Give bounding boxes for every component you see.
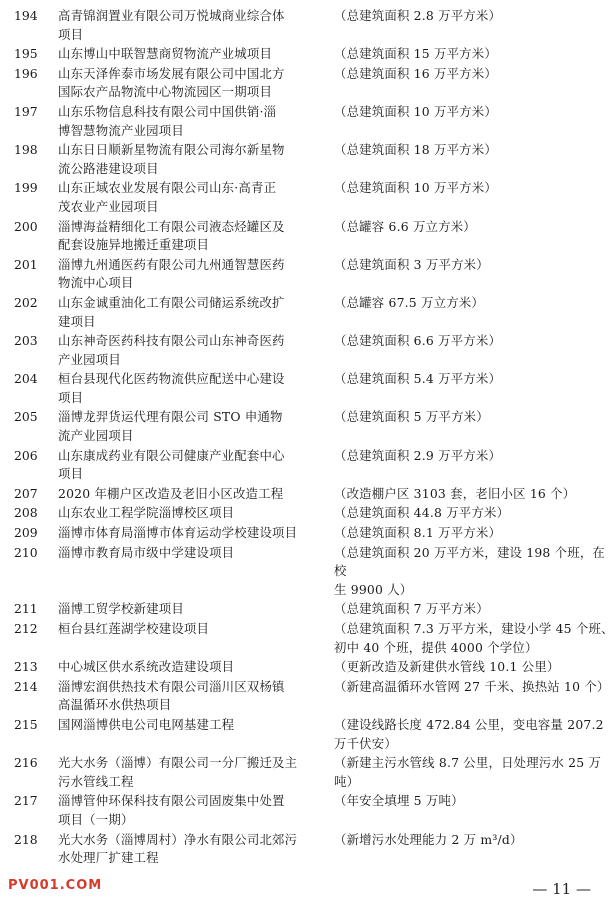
project-row xyxy=(14,408,615,445)
project-name: 山东康成药业有限公司健康产业配套中心 项目 xyxy=(58,447,285,482)
project-name: 国网淄博供电公司电网基建工程 xyxy=(58,716,235,732)
project-row xyxy=(14,544,615,600)
project-name: 淄博市体育局淄博市体育运动学校建设项目 xyxy=(58,525,298,541)
project-name: 光大水务（淄博）有限公司一分厂搬迁及主 污水管线工程 xyxy=(58,755,298,789)
project-row xyxy=(14,294,615,331)
project-row xyxy=(14,485,615,504)
project-number: 216 xyxy=(14,755,38,771)
project-number: 194 xyxy=(14,8,38,23)
project-scale: （总建筑面积 18 万平方米） xyxy=(334,142,497,158)
project-name: 山东乐物信息科技有限公司中国供销·淄 博智慧物流产业园项目 xyxy=(58,103,277,138)
project-scale: （新增污水处理能力 2 万 m³/d） xyxy=(334,831,523,847)
project-scale: （总建筑面积 5.4 万平方米） xyxy=(334,371,502,387)
project-name: 淄博宏润供热技术有限公司淄川区双杨镇 高温循环水供热项目 xyxy=(58,678,285,713)
project-number: 205 xyxy=(14,409,38,425)
project-scale: （改造棚户区 3103 套，老旧小区 16 个） xyxy=(334,485,576,501)
project-number: 214 xyxy=(14,678,38,694)
project-scale: （总建筑面积 5 万平方米） xyxy=(334,409,489,425)
project-scale: （总建筑面积 7.3 万平方米，建设小学 45 个班、 初中 40 个班，提供 4000 个学位） xyxy=(334,621,614,655)
project-number: 199 xyxy=(14,180,38,196)
project-scale: （总建筑面积 8.1 万平方米） xyxy=(334,525,502,541)
project-number: 196 xyxy=(14,65,38,81)
project-row xyxy=(14,754,615,791)
project-number: 198 xyxy=(14,142,38,158)
project-scale: （总建筑面积 10 万平方米） xyxy=(334,180,497,196)
project-number: 195 xyxy=(14,46,38,62)
project-row xyxy=(14,831,615,868)
project-scale: （总建筑面积 15 万平方米） xyxy=(334,46,497,62)
project-row xyxy=(14,524,615,543)
project-scale: （年安全填埋 5 万吨） xyxy=(334,793,464,809)
project-name: 桓台县红莲湖学校建设项目 xyxy=(58,621,210,636)
project-number: 206 xyxy=(14,447,38,463)
project-row xyxy=(14,179,615,216)
project-scale: （新建高温循环水管网 27 千米、换热站 10 个） xyxy=(334,678,610,694)
project-number: 204 xyxy=(14,371,38,387)
project-name: 桓台县现代化医药物流供应配送中心建设 项目 xyxy=(58,371,285,405)
project-number: 212 xyxy=(14,621,38,636)
project-name: 淄博海益精细化工有限公司液态烃罐区及 配套设施异地搬迁重建项目 xyxy=(58,218,285,253)
project-name: 山东正域农业发展有限公司山东·高青正 茂农业产业园项目 xyxy=(58,180,277,214)
project-name: 2020 年棚户区改造及老旧小区改造工程 xyxy=(58,485,284,501)
project-scale: （总建筑面积 16 万平方米） xyxy=(334,65,497,81)
project-number: 207 xyxy=(14,485,38,501)
project-row xyxy=(14,332,615,369)
project-scale: （总建筑面积 10 万平方米） xyxy=(334,103,497,119)
project-name: 山东日日顺新星物流有限公司海尔新星物 流公路港建设项目 xyxy=(58,142,285,176)
project-number: 210 xyxy=(14,544,38,560)
project-row xyxy=(14,103,615,140)
project-row xyxy=(14,45,615,64)
project-name: 光大水务（淄博周村）净水有限公司北郊污 水处理厂扩建工程 xyxy=(58,831,298,866)
project-number: 197 xyxy=(14,103,38,119)
project-row xyxy=(14,504,615,523)
project-number: 211 xyxy=(14,601,38,617)
project-name: 山东金诚重油化工有限公司储运系统改扩 建项目 xyxy=(58,294,285,329)
project-name: 中心城区供水系统改造建设项目 xyxy=(58,659,235,675)
project-name: 淄博管仲环保科技有限公司固废集中处置 项目（一期） xyxy=(58,793,285,827)
project-number: 201 xyxy=(14,256,38,272)
project-row xyxy=(14,792,615,829)
project-name: 淄博龙羿货运代理有限公司 STO 申通物 流产业园项目 xyxy=(58,409,283,444)
project-name: 山东农业工程学院淄博校区项目 xyxy=(58,505,235,521)
project-row xyxy=(14,256,615,293)
project-row xyxy=(14,620,615,657)
project-scale: （新建主污水管线 8.7 公里，日处理污水 25 万吨） xyxy=(334,755,602,789)
project-scale: （总建筑面积 3 万平方米） xyxy=(334,256,489,272)
watermark: PV001.COM xyxy=(8,878,103,893)
project-row xyxy=(14,370,615,407)
project-name: 山东博山中联智慧商贸物流产业城项目 xyxy=(58,46,273,62)
project-scale: （总罐容 67.5 万立方米） xyxy=(334,294,484,310)
project-row xyxy=(14,218,615,255)
project-number: 203 xyxy=(14,333,38,349)
project-scale: （总建筑面积 20 万平方米，建设 198 个班，在校 生 9900 人） xyxy=(334,544,606,597)
project-scale: （总罐容 6.6 万立方米） xyxy=(334,218,476,234)
project-number: 209 xyxy=(14,525,38,541)
project-number: 217 xyxy=(14,793,38,809)
project-number: 215 xyxy=(14,716,38,732)
project-scale: （总建筑面积 44.8 万平方米） xyxy=(334,505,510,521)
project-number: 202 xyxy=(14,294,38,310)
project-number: 213 xyxy=(14,659,38,675)
project-scale: （建设线路长度 472.84 公里，变电容量 207.2 万千伏安） xyxy=(334,716,604,751)
project-name: 高青锦润置业有限公司万悦城商业综合体 项目 xyxy=(58,8,285,42)
project-row xyxy=(14,658,615,677)
project-scale: （总建筑面积 2.8 万平方米） xyxy=(334,8,502,23)
project-name: 山东神奇医药科技有限公司山东神奇医药 产业园项目 xyxy=(58,333,285,367)
project-scale: （总建筑面积 6.6 万平方米） xyxy=(334,333,502,349)
project-row xyxy=(14,7,615,44)
project-list xyxy=(14,7,615,869)
project-scale: （总建筑面积 2.9 万平方米） xyxy=(334,447,502,463)
project-number: 218 xyxy=(14,831,38,847)
project-number: 200 xyxy=(14,218,38,234)
project-row xyxy=(14,447,615,484)
project-row xyxy=(14,600,615,619)
project-scale: （更新改造及新建供水管线 10.1 公里） xyxy=(334,659,560,675)
page-number: — 11 — xyxy=(532,880,591,898)
project-name: 淄博工贸学校新建项目 xyxy=(58,601,184,617)
project-name: 淄博九州通医药有限公司九州通智慧医药 物流中心项目 xyxy=(58,256,285,291)
project-number: 208 xyxy=(14,505,38,521)
project-row xyxy=(14,678,615,715)
project-name: 山东天泽侔泰市场发展有限公司中国北方 国际农产品物流中心物流园区一期项目 xyxy=(58,65,285,100)
project-name: 淄博市教育局市级中学建设项目 xyxy=(58,544,235,560)
project-row xyxy=(14,716,615,753)
project-scale: （总建筑面积 7 万平方米） xyxy=(334,601,489,617)
project-row xyxy=(14,65,615,102)
project-row xyxy=(14,141,615,178)
